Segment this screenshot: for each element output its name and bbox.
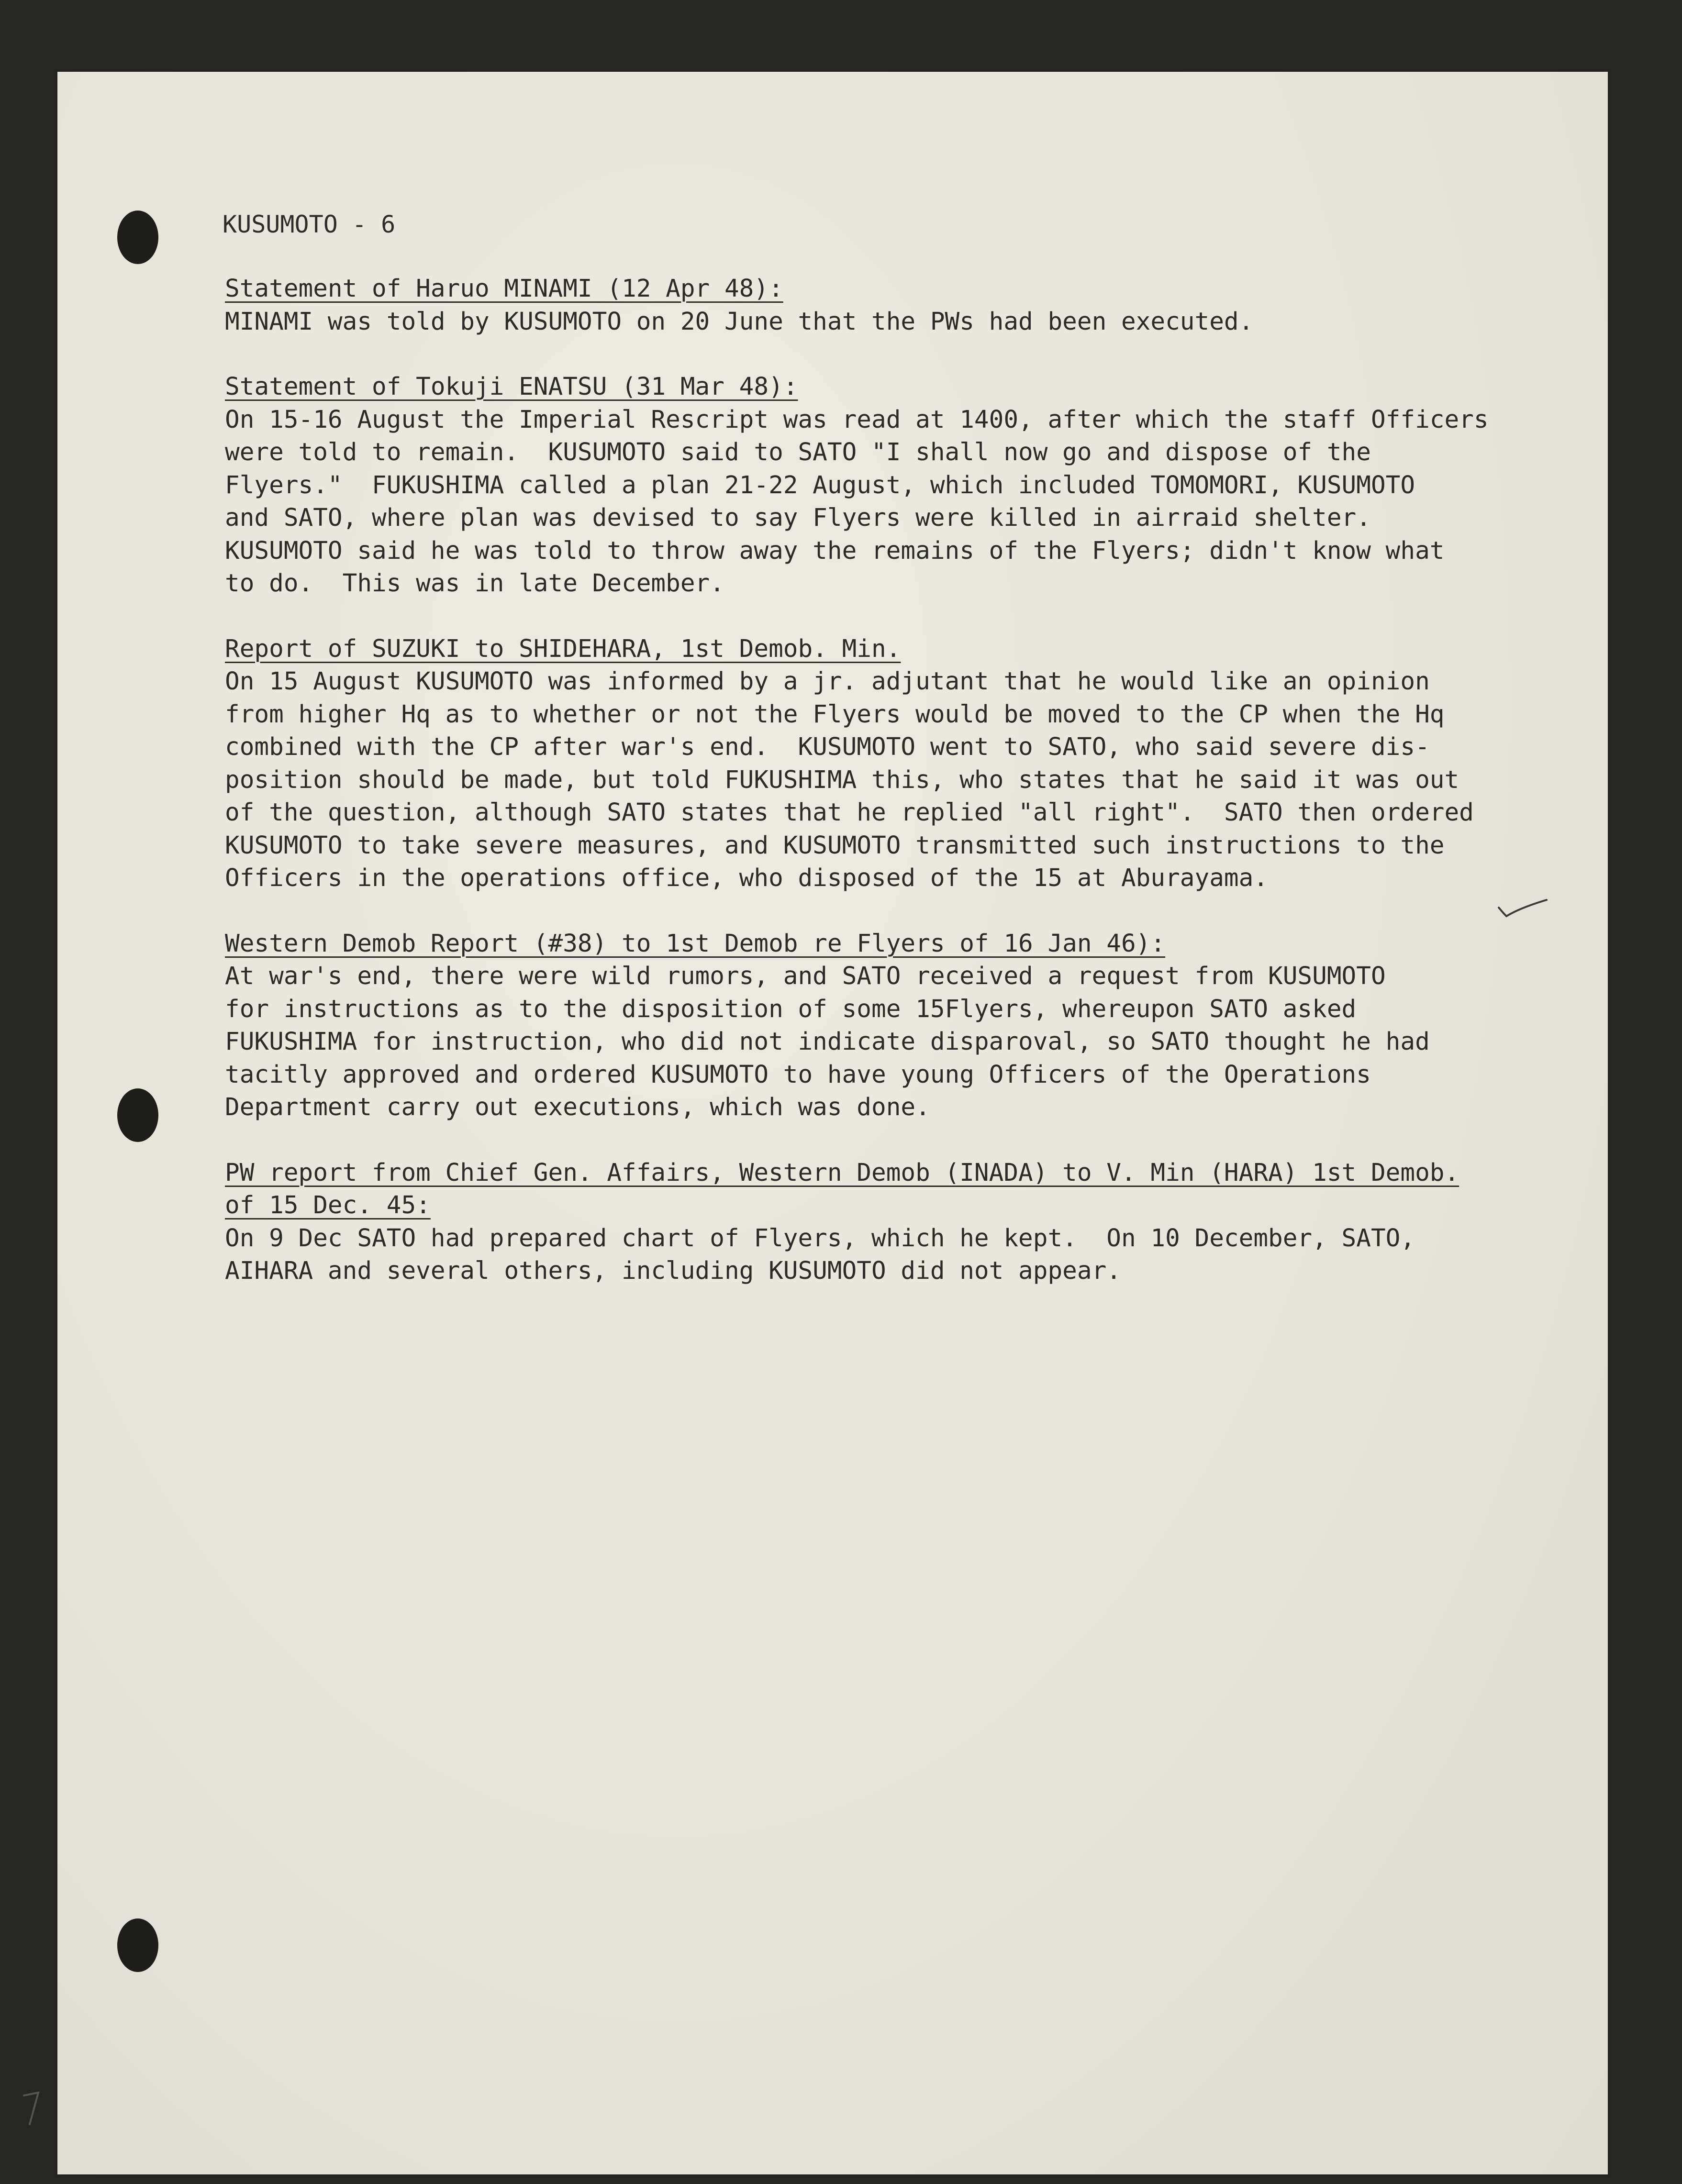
text-line: were told to remain. KUSUMOTO said to SATO "I shall now go and dispose of the [225, 438, 1371, 466]
text-line: KUSUMOTO said he was told to throw away the remains of the Flyers; didn't know what [225, 536, 1445, 565]
text-line: position should be made, but told FUKUSHIMA this, who states that he said it was out [225, 765, 1459, 794]
section-suzuki-report [225, 633, 1593, 895]
text-line: MINAMI was told by KUSUMOTO on 20 June that the PWs had been executed. [225, 307, 1254, 336]
text-line: combined with the CP after war's end. KUSUMOTO went to SATO, who said severe dis- [225, 733, 1430, 761]
section-heading: Report of SUZUKI to SHIDEHARA, 1st Demob. Min. [225, 634, 901, 663]
text-line: At war's end, there were wild rumors, and SATO received a request from KUSUMOTO [225, 962, 1386, 990]
section-minami-statement [225, 273, 1593, 338]
text-line: KUSUMOTO to take severe measures, and KUSUMOTO transmitted such instructions to the [225, 831, 1445, 860]
page-header: KUSUMOTO - 6 [223, 211, 396, 238]
text-line: On 15-16 August the Imperial Rescript was read at 1400, after which the staff Officers [225, 405, 1489, 434]
text-line: Flyers." FUKUSHIMA called a plan 21-22 August, which included TOMOMORI, KUSUMOTO [225, 471, 1415, 499]
punch-hole-bottom [117, 1918, 158, 1972]
punch-hole-middle [117, 1088, 158, 1142]
text-line: FUKUSHIMA for instruction, who did not indicate disparoval, so SATO thought he had [225, 1028, 1430, 1056]
text-line: to do. This was in late December. [225, 569, 724, 598]
text-line: On 9 Dec SATO had prepared chart of Flyers, which he kept. On 10 December, SATO, [225, 1224, 1415, 1253]
section-heading: Statement of Haruo MINAMI (12 Apr 48): [225, 275, 783, 303]
corner-pencil-mark-icon [19, 2086, 48, 2134]
section-heading: Western Demob Report (#38) to 1st Demob re Flyers of 16 Jan 46): [225, 929, 1166, 958]
section-enatsu-statement [225, 371, 1593, 600]
text-line: AIHARA and several others, including KUSUMOTO did not appear. [225, 1257, 1121, 1285]
text-line: and SATO, where plan was devised to say Flyers were killed in airraid shelter. [225, 504, 1371, 532]
punch-hole-top [117, 211, 158, 264]
section-heading: Statement of Tokuji ENATSU (31 Mar 48): [225, 373, 798, 401]
section-western-demob-report [225, 928, 1593, 1124]
text-line: from higher Hq as to whether or not the Flyers would be moved to the CP when the Hq [225, 700, 1445, 729]
text-line: On 15 August KUSUMOTO was informed by a jr. adjutant that he would like an opinion [225, 667, 1430, 696]
section-heading: PW report from Chief Gen. Affairs, Western Demob (INADA) to V. Min (HARA) 1st Demob. [225, 1158, 1459, 1187]
text-line: Department carry out executions, which was done. [225, 1093, 930, 1121]
text-line: Officers in the operations office, who disposed of the 15 at Aburayama. [225, 864, 1269, 892]
section-pw-report [225, 1157, 1593, 1288]
document-page [57, 72, 1608, 2174]
document-body [225, 273, 1593, 1320]
handwritten-check-mark-icon [1497, 897, 1549, 921]
text-line: of the question, although SATO states that he replied "all right". SATO then ordered [225, 798, 1474, 827]
section-heading-continued: of 15 Dec. 45: [225, 1191, 431, 1219]
text-line: for instructions as to the disposition of some 15Flyers, whereupon SATO asked [225, 995, 1357, 1023]
text-line: tacitly approved and ordered KUSUMOTO to have young Officers of the Operations [225, 1060, 1371, 1089]
